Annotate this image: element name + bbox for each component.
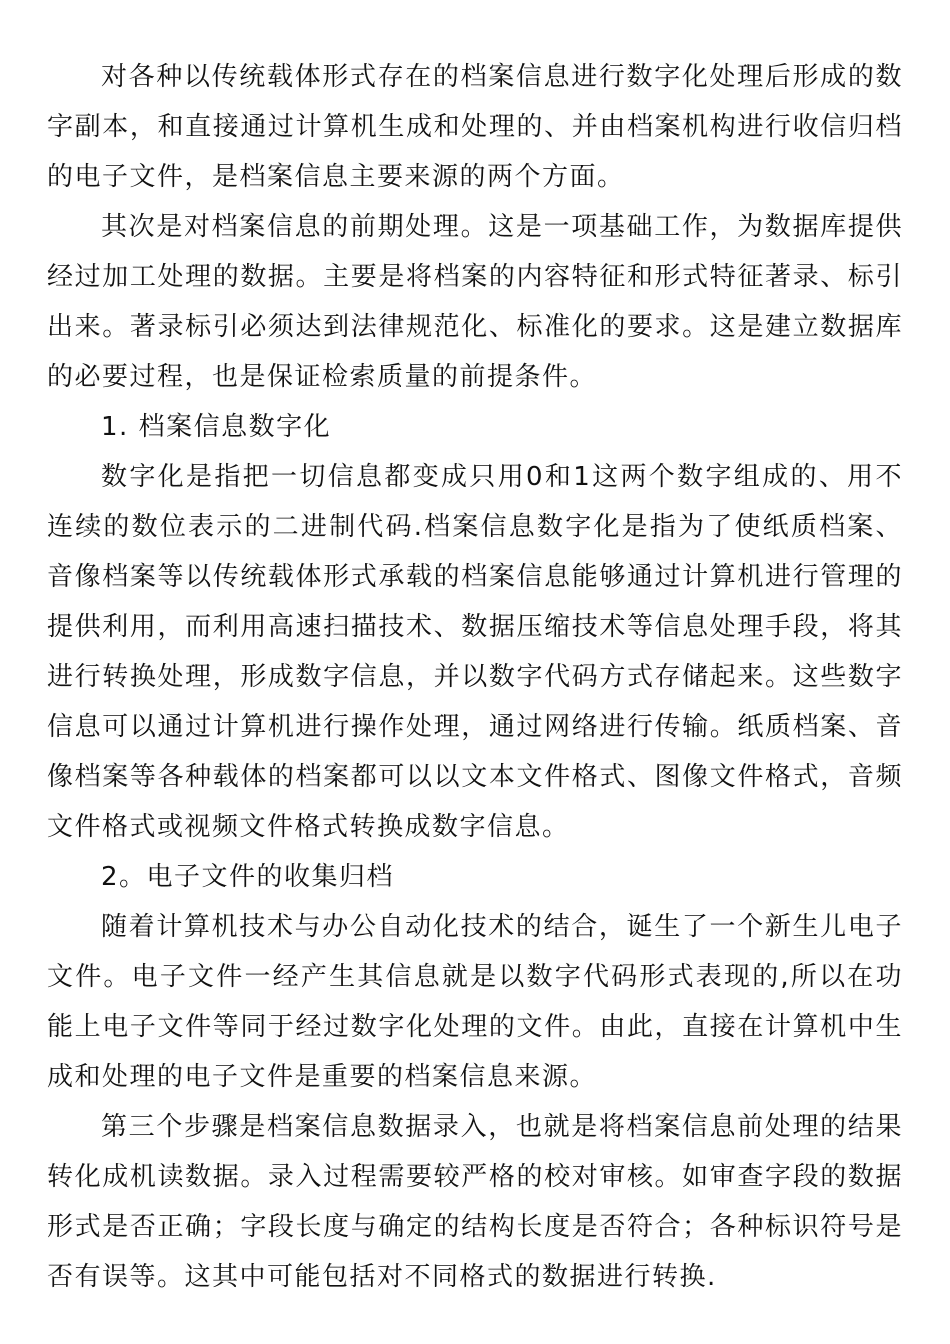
paragraph-data-entry: 第三个步骤是档案信息数据录入，也就是将档案信息前处理的结果转化成机读数据。录入过程需要较严格的校对审核。如审查字段的数据形式是否正确；字段长度与确定的结构长度是否符合；各种标识符号是否有误等。这其中可能包括对不同格式的数据进行转换.: [47, 1112, 903, 1292]
document-page: [47, 52, 903, 1302]
heading-digitization: 1. 档案信息数字化: [101, 412, 332, 442]
paragraph-electronic-files: 随着计算机技术与办公自动化技术的结合，诞生了一个新生儿电子文件。电子文件一经产生其信息就是以数字代码形式表现的,所以在功能上电子文件等同于经过数字化处理的文件。由此，直接在计算机中生成和处理的电子文件是重要的档案信息来源。: [47, 912, 903, 1092]
heading-electronic-files: 2。电子文件的收集归档: [101, 862, 395, 892]
paragraph-digitization: 数字化是指把一切信息都变成只用0和1这两个数字组成的、用不连续的数位表示的二进制代码.档案信息数字化是指为了使纸质档案、音像档案等以传统载体形式承载的档案信息能够通过计算机进行管理的提供利用，而利用高速扫描技术、数据压缩技术等信息处理手段，将其进行转换处理，形成数字信息，并以数字代码方式存储起来。这些数字信息可以通过计算机进行操作处理，通过网络进行传输。纸质档案、音像档案等各种载体的档案都可以以文本文件格式、图像文件格式，音频文件格式或视频文件格式转换成数字信息。: [47, 462, 903, 842]
paragraph-preprocessing: 其次是对档案信息的前期处理。这是一项基础工作，为数据库提供经过加工处理的数据。主要是将档案的内容特征和形式特征著录、标引出来。著录标引必须达到法律规范化、标准化的要求。这是建立数据库的必要过程，也是保证检索质量的前提条件。: [47, 212, 903, 392]
paragraph-sources: 对各种以传统载体形式存在的档案信息进行数字化处理后形成的数字副本，和直接通过计算机生成和处理的、并由档案机构进行收信归档的电子文件，是档案信息主要来源的两个方面。: [47, 62, 903, 192]
